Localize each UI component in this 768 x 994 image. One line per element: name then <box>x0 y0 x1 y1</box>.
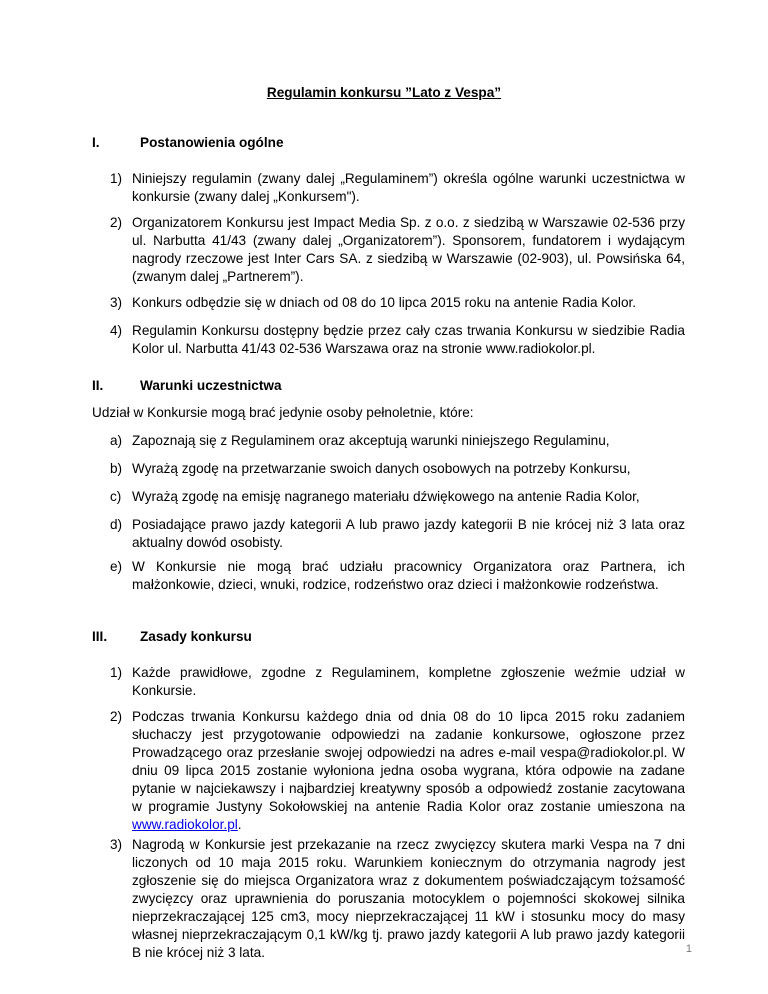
list-item <box>110 460 685 478</box>
list-item <box>110 516 685 552</box>
section-number: II. <box>92 378 104 393</box>
list-item <box>110 558 685 594</box>
item-label: 2) <box>110 215 123 230</box>
item-label: a) <box>110 433 123 448</box>
item-label: d) <box>110 517 123 532</box>
item-label: 4) <box>110 323 123 338</box>
item-label: 2) <box>110 709 123 724</box>
section-1-heading <box>92 134 284 152</box>
item-text: Niniejszy regulamin (zwany dalej „Regulaminem”) określa ogólne warunki uczestnictwa w konkursie (zwany dalej „Konkursem"). <box>132 171 685 204</box>
list-item <box>110 836 685 962</box>
item-text: Zapoznają się z Regulaminem oraz akceptują warunki niniejszego Regulaminu, <box>132 433 610 448</box>
page-number: 1 <box>685 943 692 955</box>
item-text-body: Podczas trwania Konkursu każdego dnia od dnia 08 do 10 lipca 2015 roku zadaniem słuchaczy jest przygotowanie odpowiedzi na zadanie konkursowe, ogłoszone przez Prowadzącego oraz przesłanie swojej odpowiedzi na adres e-mail vespa@radiokolor.pl. W dniu 09 lipca 2015 zostanie wyłoniona jedna osoba wygrana, która odpowie na zadane pytanie w najciekawszy i najbardziej kreatywny sposób a odpowiedź zostanie zacytowana w programie Justyny Sokołowskiej na antenie Radia Kolor oraz zostanie umieszona na <box>132 709 685 814</box>
item-label: b) <box>110 461 123 476</box>
list-item <box>110 170 685 206</box>
item-label: 3) <box>110 295 123 310</box>
section-title: Zasady konkursu <box>140 629 252 644</box>
item-label: 3) <box>110 837 123 852</box>
title-quoted: ”Lato z Vespa” <box>405 85 502 100</box>
item-text: W Konkursie nie mogą brać udziału pracownicy Organizatora oraz Partnera, ich małżonkowie, dzieci, wnuki, rodzice, rodzeństwo oraz dzieci i małżonkowie rodzeństwa. <box>132 559 685 592</box>
item-text: Nagrodą w Konkursie jest przekazanie na rzecz zwycięzcy skutera marki Vespa na 7 dni liczonych od 10 maja 2015 roku. Warunkiem koniecznym do otrzymania nagrody jest zgłoszenie się do miejsca Organizatora wraz z dokumentem poświadczającym tożsamość zwycięzcy oraz uprawnienia do poruszania motocyklem o pojemności skokowej silnika nieprzekraczającej 125 cm3, mocy nieprzekraczającej 11 kW i stosunku mocy do masy własnej nieprzekraczającym 0,1 kW/kg tj. prawo jazdy kategorii A lub prawo jazdy kategorii B nie krócej niż 3 lata. <box>132 837 685 960</box>
section-title: Warunki uczestnictwa <box>140 378 282 393</box>
section-2-heading <box>92 377 282 395</box>
item-text: Wyrażą zgodę na emisję nagranego materiału dźwiękowego na antenie Radia Kolor, <box>132 489 640 504</box>
section-3-heading <box>92 628 252 646</box>
item-text: Każde prawidłowe, zgodne z Regulaminem, kompletne zgłoszenie weźmie udział w Konkursie. <box>132 665 685 698</box>
item-text <box>132 708 685 834</box>
section-number: I. <box>92 135 100 150</box>
website-link[interactable]: www.radiokolor.pl <box>132 817 238 832</box>
item-text: Organizatorem Konkursu jest Impact Media Sp. z o.o. z siedzibą w Warszawie 02-536 przy ul. Narbutta 41/43 (zwany dalej „Organizatorem”). Sponsorem, fundatorem i wydającym nagrody rzeczowe jest Inter Cars SA. z siedzibą w Warszawie (02-903), ul. Powsińska 64, (zwanym dalej „Partnerem”). <box>132 215 685 284</box>
item-label: c) <box>110 489 122 504</box>
section-lead: Udział w Konkursie mogą brać jedynie osoby pełnoletnie, które: <box>92 405 474 420</box>
section-number: III. <box>92 629 108 644</box>
list-item <box>110 488 685 506</box>
item-label: 1) <box>110 171 123 186</box>
document-title <box>0 84 768 102</box>
list-item <box>110 708 685 834</box>
list-item <box>110 432 685 450</box>
section-title: Postanowienia ogólne <box>140 135 284 150</box>
item-text: Wyrażą zgodę na przetwarzanie swoich danych osobowych na potrzeby Konkursu, <box>132 461 631 476</box>
title-prefix: Regulamin konkursu <box>266 85 406 100</box>
item-label: 1) <box>110 665 123 680</box>
item-text-suffix: . <box>237 817 242 832</box>
item-text: Posiadające prawo jazdy kategorii A lub prawo jazdy kategorii B nie krócej niż 3 lata oraz aktualny dowód osobisty. <box>132 517 685 550</box>
list-item <box>110 294 685 312</box>
item-text: Konkurs odbędzie się w dniach od 08 do 10 lipca 2015 roku na antenie Radia Kolor. <box>132 295 637 310</box>
list-item <box>110 322 685 358</box>
item-label: e) <box>110 559 123 574</box>
list-item <box>110 214 685 286</box>
list-item <box>110 664 685 700</box>
item-text: Regulamin Konkursu dostępny będzie przez cały czas trwania Konkursu w siedzibie Radia Kolor ul. Narbutta 41/43 02-536 Warszawa oraz na stronie www.radiokolor.pl. <box>132 323 685 356</box>
